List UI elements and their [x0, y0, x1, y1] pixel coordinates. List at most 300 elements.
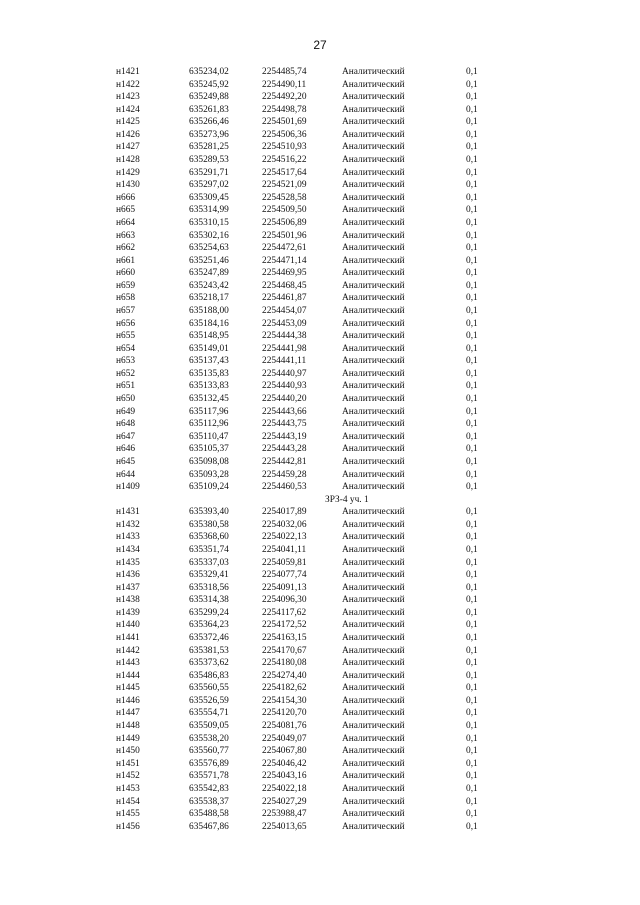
- accuracy-cell: 0,1: [466, 557, 478, 568]
- coord-x-cell: 635554,71: [189, 708, 229, 719]
- table-row: [110, 796, 510, 809]
- accuracy-cell: 0,1: [466, 280, 478, 291]
- accuracy-cell: 0,1: [466, 670, 478, 681]
- point-id-cell: н1433: [116, 532, 140, 543]
- point-id-cell: н1429: [116, 167, 140, 178]
- accuracy-cell: 0,1: [466, 431, 478, 442]
- coord-y-cell: 2254120,70: [262, 708, 307, 719]
- table-row: [110, 204, 510, 217]
- point-id-cell: н666: [116, 192, 136, 203]
- point-id-cell: н1443: [116, 658, 140, 669]
- coord-y-cell: 2254490,11: [262, 79, 307, 90]
- point-id-cell: н658: [116, 293, 136, 304]
- coord-y-cell: 2254440,97: [262, 368, 307, 379]
- coord-x-cell: 635133,83: [189, 381, 229, 392]
- point-id-cell: н1446: [116, 695, 140, 706]
- table-row: [110, 418, 510, 431]
- method-cell: Аналитический: [342, 721, 405, 732]
- accuracy-cell: 0,1: [466, 180, 478, 191]
- section-title: ЗРЗ-4 уч. 1: [325, 494, 369, 505]
- table-row: [110, 343, 510, 356]
- coord-y-cell: 2254032,06: [262, 519, 307, 530]
- coord-x-cell: 635372,46: [189, 633, 229, 644]
- point-id-cell: н1423: [116, 92, 140, 103]
- table-row: [110, 707, 510, 720]
- method-cell: Аналитический: [342, 645, 405, 656]
- coord-x-cell: 635509,05: [189, 721, 229, 732]
- coord-x-cell: 635234,02: [189, 67, 229, 77]
- coord-y-cell: 2254468,45: [262, 280, 307, 291]
- coord-x-cell: 635135,83: [189, 368, 229, 379]
- method-cell: Аналитический: [342, 230, 405, 241]
- coord-y-cell: 2254443,28: [262, 444, 307, 455]
- method-cell: Аналитический: [342, 67, 405, 77]
- table-row: [110, 330, 510, 343]
- coord-x-cell: 635148,95: [189, 331, 229, 342]
- coord-y-cell: 2254498,78: [262, 104, 307, 115]
- method-cell: Аналитический: [342, 456, 405, 467]
- method-cell: Аналитический: [342, 356, 405, 367]
- coord-x-cell: 635105,37: [189, 444, 229, 455]
- coord-x-cell: 635368,60: [189, 532, 229, 543]
- point-id-cell: н1434: [116, 544, 140, 555]
- table-row: [110, 443, 510, 456]
- method-cell: Аналитический: [342, 758, 405, 769]
- coord-x-cell: 635560,77: [189, 746, 229, 757]
- coord-x-cell: 635266,46: [189, 117, 229, 128]
- method-cell: Аналитический: [342, 217, 405, 228]
- coord-y-cell: 2254274,40: [262, 670, 307, 681]
- point-id-cell: н650: [116, 394, 136, 405]
- accuracy-cell: 0,1: [466, 167, 478, 178]
- coord-x-cell: 635110,47: [189, 431, 229, 442]
- point-id-cell: н1431: [116, 507, 140, 518]
- coord-x-cell: 635380,58: [189, 519, 229, 530]
- coord-y-cell: 2254091,13: [262, 582, 307, 593]
- method-cell: Аналитический: [342, 331, 405, 342]
- table-row: [110, 242, 510, 255]
- table-row: [110, 569, 510, 582]
- coord-y-cell: 2254472,61: [262, 243, 307, 254]
- coord-y-cell: 2253988,47: [262, 809, 307, 820]
- point-id-cell: н657: [116, 305, 136, 316]
- coord-y-cell: 2254441,98: [262, 343, 307, 354]
- accuracy-cell: 0,1: [466, 368, 478, 379]
- method-cell: Аналитический: [342, 129, 405, 140]
- coord-y-cell: 2254022,18: [262, 783, 307, 794]
- method-cell: Аналитический: [342, 343, 405, 354]
- coord-y-cell: 2254516,22: [262, 155, 307, 166]
- accuracy-cell: 0,1: [466, 217, 478, 228]
- accuracy-cell: 0,1: [466, 570, 478, 581]
- method-cell: Аналитический: [342, 620, 405, 631]
- table-row: [110, 619, 510, 632]
- table-row: [110, 154, 510, 167]
- point-id-cell: н1430: [116, 180, 140, 191]
- point-id-cell: н656: [116, 318, 136, 329]
- point-id-cell: н1428: [116, 155, 140, 166]
- coord-x-cell: 635109,24: [189, 482, 229, 493]
- coord-y-cell: 2254067,80: [262, 746, 307, 757]
- coord-y-cell: 2254469,95: [262, 268, 307, 279]
- coord-x-cell: 635188,00: [189, 305, 229, 316]
- table-row: [110, 695, 510, 708]
- accuracy-cell: 0,1: [466, 532, 478, 543]
- method-cell: Аналитический: [342, 658, 405, 669]
- coord-x-cell: 635093,28: [189, 469, 229, 480]
- accuracy-cell: 0,1: [466, 582, 478, 593]
- method-cell: Аналитический: [342, 444, 405, 455]
- point-id-cell: н644: [116, 469, 136, 480]
- coord-x-cell: 635245,92: [189, 79, 229, 90]
- coord-x-cell: 635576,89: [189, 758, 229, 769]
- method-cell: Аналитический: [342, 507, 405, 518]
- accuracy-cell: 0,1: [466, 746, 478, 757]
- table-row: [110, 456, 510, 469]
- coord-x-cell: 635149,01: [189, 343, 229, 354]
- method-cell: Аналитический: [342, 381, 405, 392]
- coord-x-cell: 635542,83: [189, 783, 229, 794]
- accuracy-cell: 0,1: [466, 419, 478, 430]
- method-cell: Аналитический: [342, 318, 405, 329]
- coord-x-cell: 635247,89: [189, 268, 229, 279]
- point-id-cell: н1436: [116, 570, 140, 581]
- point-id-cell: н1432: [116, 519, 140, 530]
- coord-x-cell: 635218,17: [189, 293, 229, 304]
- method-cell: Аналитический: [342, 519, 405, 530]
- point-id-cell: н648: [116, 419, 136, 430]
- point-id-cell: н663: [116, 230, 136, 241]
- method-cell: Аналитический: [342, 544, 405, 555]
- accuracy-cell: 0,1: [466, 708, 478, 719]
- table-row: [110, 79, 510, 92]
- point-id-cell: н1451: [116, 758, 140, 769]
- coord-y-cell: 2254471,14: [262, 255, 307, 266]
- point-id-cell: н1449: [116, 733, 140, 744]
- point-id-cell: н655: [116, 331, 136, 342]
- coord-x-cell: 635273,96: [189, 129, 229, 140]
- coord-x-cell: 635184,16: [189, 318, 229, 329]
- point-id-cell: н662: [116, 243, 136, 254]
- table-row: [110, 217, 510, 230]
- coord-x-cell: 635098,08: [189, 456, 229, 467]
- coord-y-cell: 2254027,29: [262, 796, 307, 807]
- coord-x-cell: 635538,37: [189, 796, 229, 807]
- accuracy-cell: 0,1: [466, 318, 478, 329]
- table-row: [110, 355, 510, 368]
- coordinates-table: [110, 66, 510, 833]
- coord-x-cell: 635137,43: [189, 356, 229, 367]
- accuracy-cell: 0,1: [466, 394, 478, 405]
- coord-x-cell: 635249,88: [189, 92, 229, 103]
- coord-x-cell: 635318,56: [189, 582, 229, 593]
- table-row: [110, 104, 510, 117]
- accuracy-cell: 0,1: [466, 117, 478, 128]
- coord-x-cell: 635538,20: [189, 733, 229, 744]
- method-cell: Аналитический: [342, 305, 405, 316]
- point-id-cell: н1438: [116, 595, 140, 606]
- table-row: [110, 431, 510, 444]
- method-cell: Аналитический: [342, 532, 405, 543]
- accuracy-cell: 0,1: [466, 507, 478, 518]
- accuracy-cell: 0,1: [466, 771, 478, 782]
- table-row: [110, 167, 510, 180]
- accuracy-cell: 0,1: [466, 620, 478, 631]
- method-cell: Аналитический: [342, 142, 405, 153]
- coord-y-cell: 2254492,20: [262, 92, 307, 103]
- coord-x-cell: 635309,45: [189, 192, 229, 203]
- method-cell: Аналитический: [342, 243, 405, 254]
- table-row: [110, 280, 510, 293]
- point-id-cell: н649: [116, 406, 136, 417]
- coord-y-cell: 2254443,75: [262, 419, 307, 430]
- table-row: [110, 255, 510, 268]
- point-id-cell: н1455: [116, 809, 140, 820]
- coord-y-cell: 2254180,08: [262, 658, 307, 669]
- accuracy-cell: 0,1: [466, 645, 478, 656]
- method-cell: Аналитический: [342, 419, 405, 430]
- coord-x-cell: 635393,40: [189, 507, 229, 518]
- table-row: [110, 720, 510, 733]
- accuracy-cell: 0,1: [466, 356, 478, 367]
- coord-x-cell: 635117,96: [189, 406, 229, 417]
- point-id-cell: н1450: [116, 746, 140, 757]
- accuracy-cell: 0,1: [466, 469, 478, 480]
- method-cell: Аналитический: [342, 205, 405, 216]
- coord-x-cell: 635112,96: [189, 419, 229, 430]
- accuracy-cell: 0,1: [466, 268, 478, 279]
- method-cell: Аналитический: [342, 582, 405, 593]
- method-cell: Аналитический: [342, 117, 405, 128]
- point-id-cell: н1435: [116, 557, 140, 568]
- coord-x-cell: 635381,53: [189, 645, 229, 656]
- coord-y-cell: 2254041,11: [262, 544, 307, 555]
- point-id-cell: н660: [116, 268, 136, 279]
- table-row: [110, 469, 510, 482]
- point-id-cell: н1426: [116, 129, 140, 140]
- coord-x-cell: 635314,38: [189, 595, 229, 606]
- point-id-cell: н1447: [116, 708, 140, 719]
- coord-y-cell: 2254485,74: [262, 67, 307, 77]
- accuracy-cell: 0,1: [466, 721, 478, 732]
- coord-y-cell: 2254501,69: [262, 117, 307, 128]
- point-id-cell: н1453: [116, 783, 140, 794]
- table-row: [110, 531, 510, 544]
- table-row: [110, 141, 510, 154]
- table-row: [110, 607, 510, 620]
- coord-x-cell: 635132,45: [189, 394, 229, 405]
- coord-y-cell: 2254013,65: [262, 821, 307, 832]
- point-id-cell: н1422: [116, 79, 140, 90]
- method-cell: Аналитический: [342, 280, 405, 291]
- table-row: [110, 66, 510, 79]
- table-row: [110, 745, 510, 758]
- section-row: [110, 494, 510, 507]
- coord-y-cell: 2254506,36: [262, 129, 307, 140]
- table-row: [110, 808, 510, 821]
- coord-y-cell: 2254172,52: [262, 620, 307, 631]
- coord-y-cell: 2254461,87: [262, 293, 307, 304]
- coord-y-cell: 2254043,16: [262, 771, 307, 782]
- coord-y-cell: 2254170,67: [262, 645, 307, 656]
- coord-y-cell: 2254017,89: [262, 507, 307, 518]
- coord-y-cell: 2254049,07: [262, 733, 307, 744]
- accuracy-cell: 0,1: [466, 758, 478, 769]
- method-cell: Аналитический: [342, 293, 405, 304]
- method-cell: Аналитический: [342, 104, 405, 115]
- coord-y-cell: 2254081,76: [262, 721, 307, 732]
- accuracy-cell: 0,1: [466, 255, 478, 266]
- accuracy-cell: 0,1: [466, 331, 478, 342]
- point-id-cell: н652: [116, 368, 136, 379]
- point-id-cell: н654: [116, 343, 136, 354]
- method-cell: Аналитический: [342, 683, 405, 694]
- coord-y-cell: 2254453,09: [262, 318, 307, 329]
- accuracy-cell: 0,1: [466, 444, 478, 455]
- point-id-cell: н1444: [116, 670, 140, 681]
- point-id-cell: н1456: [116, 821, 140, 832]
- accuracy-cell: 0,1: [466, 230, 478, 241]
- table-row: [110, 682, 510, 695]
- method-cell: Аналитический: [342, 595, 405, 606]
- coord-y-cell: 2254528,58: [262, 192, 307, 203]
- coord-x-cell: 635314,99: [189, 205, 229, 216]
- accuracy-cell: 0,1: [466, 142, 478, 153]
- accuracy-cell: 0,1: [466, 683, 478, 694]
- table-row: [110, 758, 510, 771]
- table-row: [110, 557, 510, 570]
- point-id-cell: н1437: [116, 582, 140, 593]
- point-id-cell: н1421: [116, 67, 140, 77]
- point-id-cell: н651: [116, 381, 136, 392]
- accuracy-cell: 0,1: [466, 783, 478, 794]
- method-cell: Аналитический: [342, 155, 405, 166]
- method-cell: Аналитический: [342, 570, 405, 581]
- coord-y-cell: 2254521,09: [262, 180, 307, 191]
- coord-x-cell: 635289,53: [189, 155, 229, 166]
- coord-y-cell: 2254459,28: [262, 469, 307, 480]
- accuracy-cell: 0,1: [466, 633, 478, 644]
- coord-x-cell: 635281,25: [189, 142, 229, 153]
- method-cell: Аналитический: [342, 821, 405, 832]
- coord-y-cell: 2254460,53: [262, 482, 307, 493]
- point-id-cell: н1409: [116, 482, 140, 493]
- coord-x-cell: 635467,86: [189, 821, 229, 832]
- coord-y-cell: 2254442,81: [262, 456, 307, 467]
- accuracy-cell: 0,1: [466, 482, 478, 493]
- accuracy-cell: 0,1: [466, 456, 478, 467]
- table-row: [110, 292, 510, 305]
- point-id-cell: н659: [116, 280, 136, 291]
- point-id-cell: н665: [116, 205, 136, 216]
- table-row: [110, 770, 510, 783]
- method-cell: Аналитический: [342, 268, 405, 279]
- coord-y-cell: 2254506,89: [262, 217, 307, 228]
- accuracy-cell: 0,1: [466, 809, 478, 820]
- method-cell: Аналитический: [342, 167, 405, 178]
- point-id-cell: н1425: [116, 117, 140, 128]
- table-row: [110, 645, 510, 658]
- coord-x-cell: 635351,74: [189, 544, 229, 555]
- table-row: [110, 179, 510, 192]
- page-number: 27: [313, 38, 327, 52]
- coord-y-cell: 2254163,15: [262, 633, 307, 644]
- method-cell: Аналитический: [342, 771, 405, 782]
- method-cell: Аналитический: [342, 431, 405, 442]
- coord-y-cell: 2254096,30: [262, 595, 307, 606]
- point-id-cell: н1440: [116, 620, 140, 631]
- table-row: [110, 318, 510, 331]
- accuracy-cell: 0,1: [466, 519, 478, 530]
- accuracy-cell: 0,1: [466, 243, 478, 254]
- coord-y-cell: 2254441,11: [262, 356, 307, 367]
- coord-x-cell: 635297,02: [189, 180, 229, 191]
- coord-x-cell: 635310,15: [189, 217, 229, 228]
- method-cell: Аналитический: [342, 394, 405, 405]
- coord-y-cell: 2254440,93: [262, 381, 307, 392]
- coord-x-cell: 635251,46: [189, 255, 229, 266]
- coord-y-cell: 2254517,64: [262, 167, 307, 178]
- table-row: [110, 380, 510, 393]
- accuracy-cell: 0,1: [466, 658, 478, 669]
- table-row: [110, 393, 510, 406]
- table-row: [110, 305, 510, 318]
- coord-x-cell: 635364,23: [189, 620, 229, 631]
- table-row: [110, 481, 510, 494]
- method-cell: Аналитический: [342, 809, 405, 820]
- table-row: [110, 506, 510, 519]
- accuracy-cell: 0,1: [466, 79, 478, 90]
- method-cell: Аналитический: [342, 482, 405, 493]
- table-row: [110, 733, 510, 746]
- table-row: [110, 544, 510, 557]
- coord-x-cell: 635329,41: [189, 570, 229, 581]
- coord-y-cell: 2254154,30: [262, 695, 307, 706]
- coord-y-cell: 2254440,20: [262, 394, 307, 405]
- method-cell: Аналитический: [342, 92, 405, 103]
- coord-y-cell: 2254501,96: [262, 230, 307, 241]
- table-row: [110, 632, 510, 645]
- point-id-cell: н645: [116, 456, 136, 467]
- accuracy-cell: 0,1: [466, 129, 478, 140]
- method-cell: Аналитический: [342, 368, 405, 379]
- point-id-cell: н1454: [116, 796, 140, 807]
- method-cell: Аналитический: [342, 406, 405, 417]
- coord-x-cell: 635299,24: [189, 607, 229, 618]
- point-id-cell: н664: [116, 217, 136, 228]
- accuracy-cell: 0,1: [466, 821, 478, 832]
- table-row: [110, 406, 510, 419]
- point-id-cell: н647: [116, 431, 136, 442]
- coord-y-cell: 2254059,81: [262, 557, 307, 568]
- point-id-cell: н661: [116, 255, 136, 266]
- table-row: [110, 267, 510, 280]
- method-cell: Аналитический: [342, 607, 405, 618]
- coord-y-cell: 2254077,74: [262, 570, 307, 581]
- accuracy-cell: 0,1: [466, 381, 478, 392]
- method-cell: Аналитический: [342, 633, 405, 644]
- table-row: [110, 783, 510, 796]
- table-row: [110, 129, 510, 142]
- coord-x-cell: 635373,62: [189, 658, 229, 669]
- coord-x-cell: 635261,83: [189, 104, 229, 115]
- coord-x-cell: 635302,16: [189, 230, 229, 241]
- method-cell: Аналитический: [342, 670, 405, 681]
- table-row: [110, 91, 510, 104]
- table-row: [110, 519, 510, 532]
- method-cell: Аналитический: [342, 180, 405, 191]
- table-row: [110, 192, 510, 205]
